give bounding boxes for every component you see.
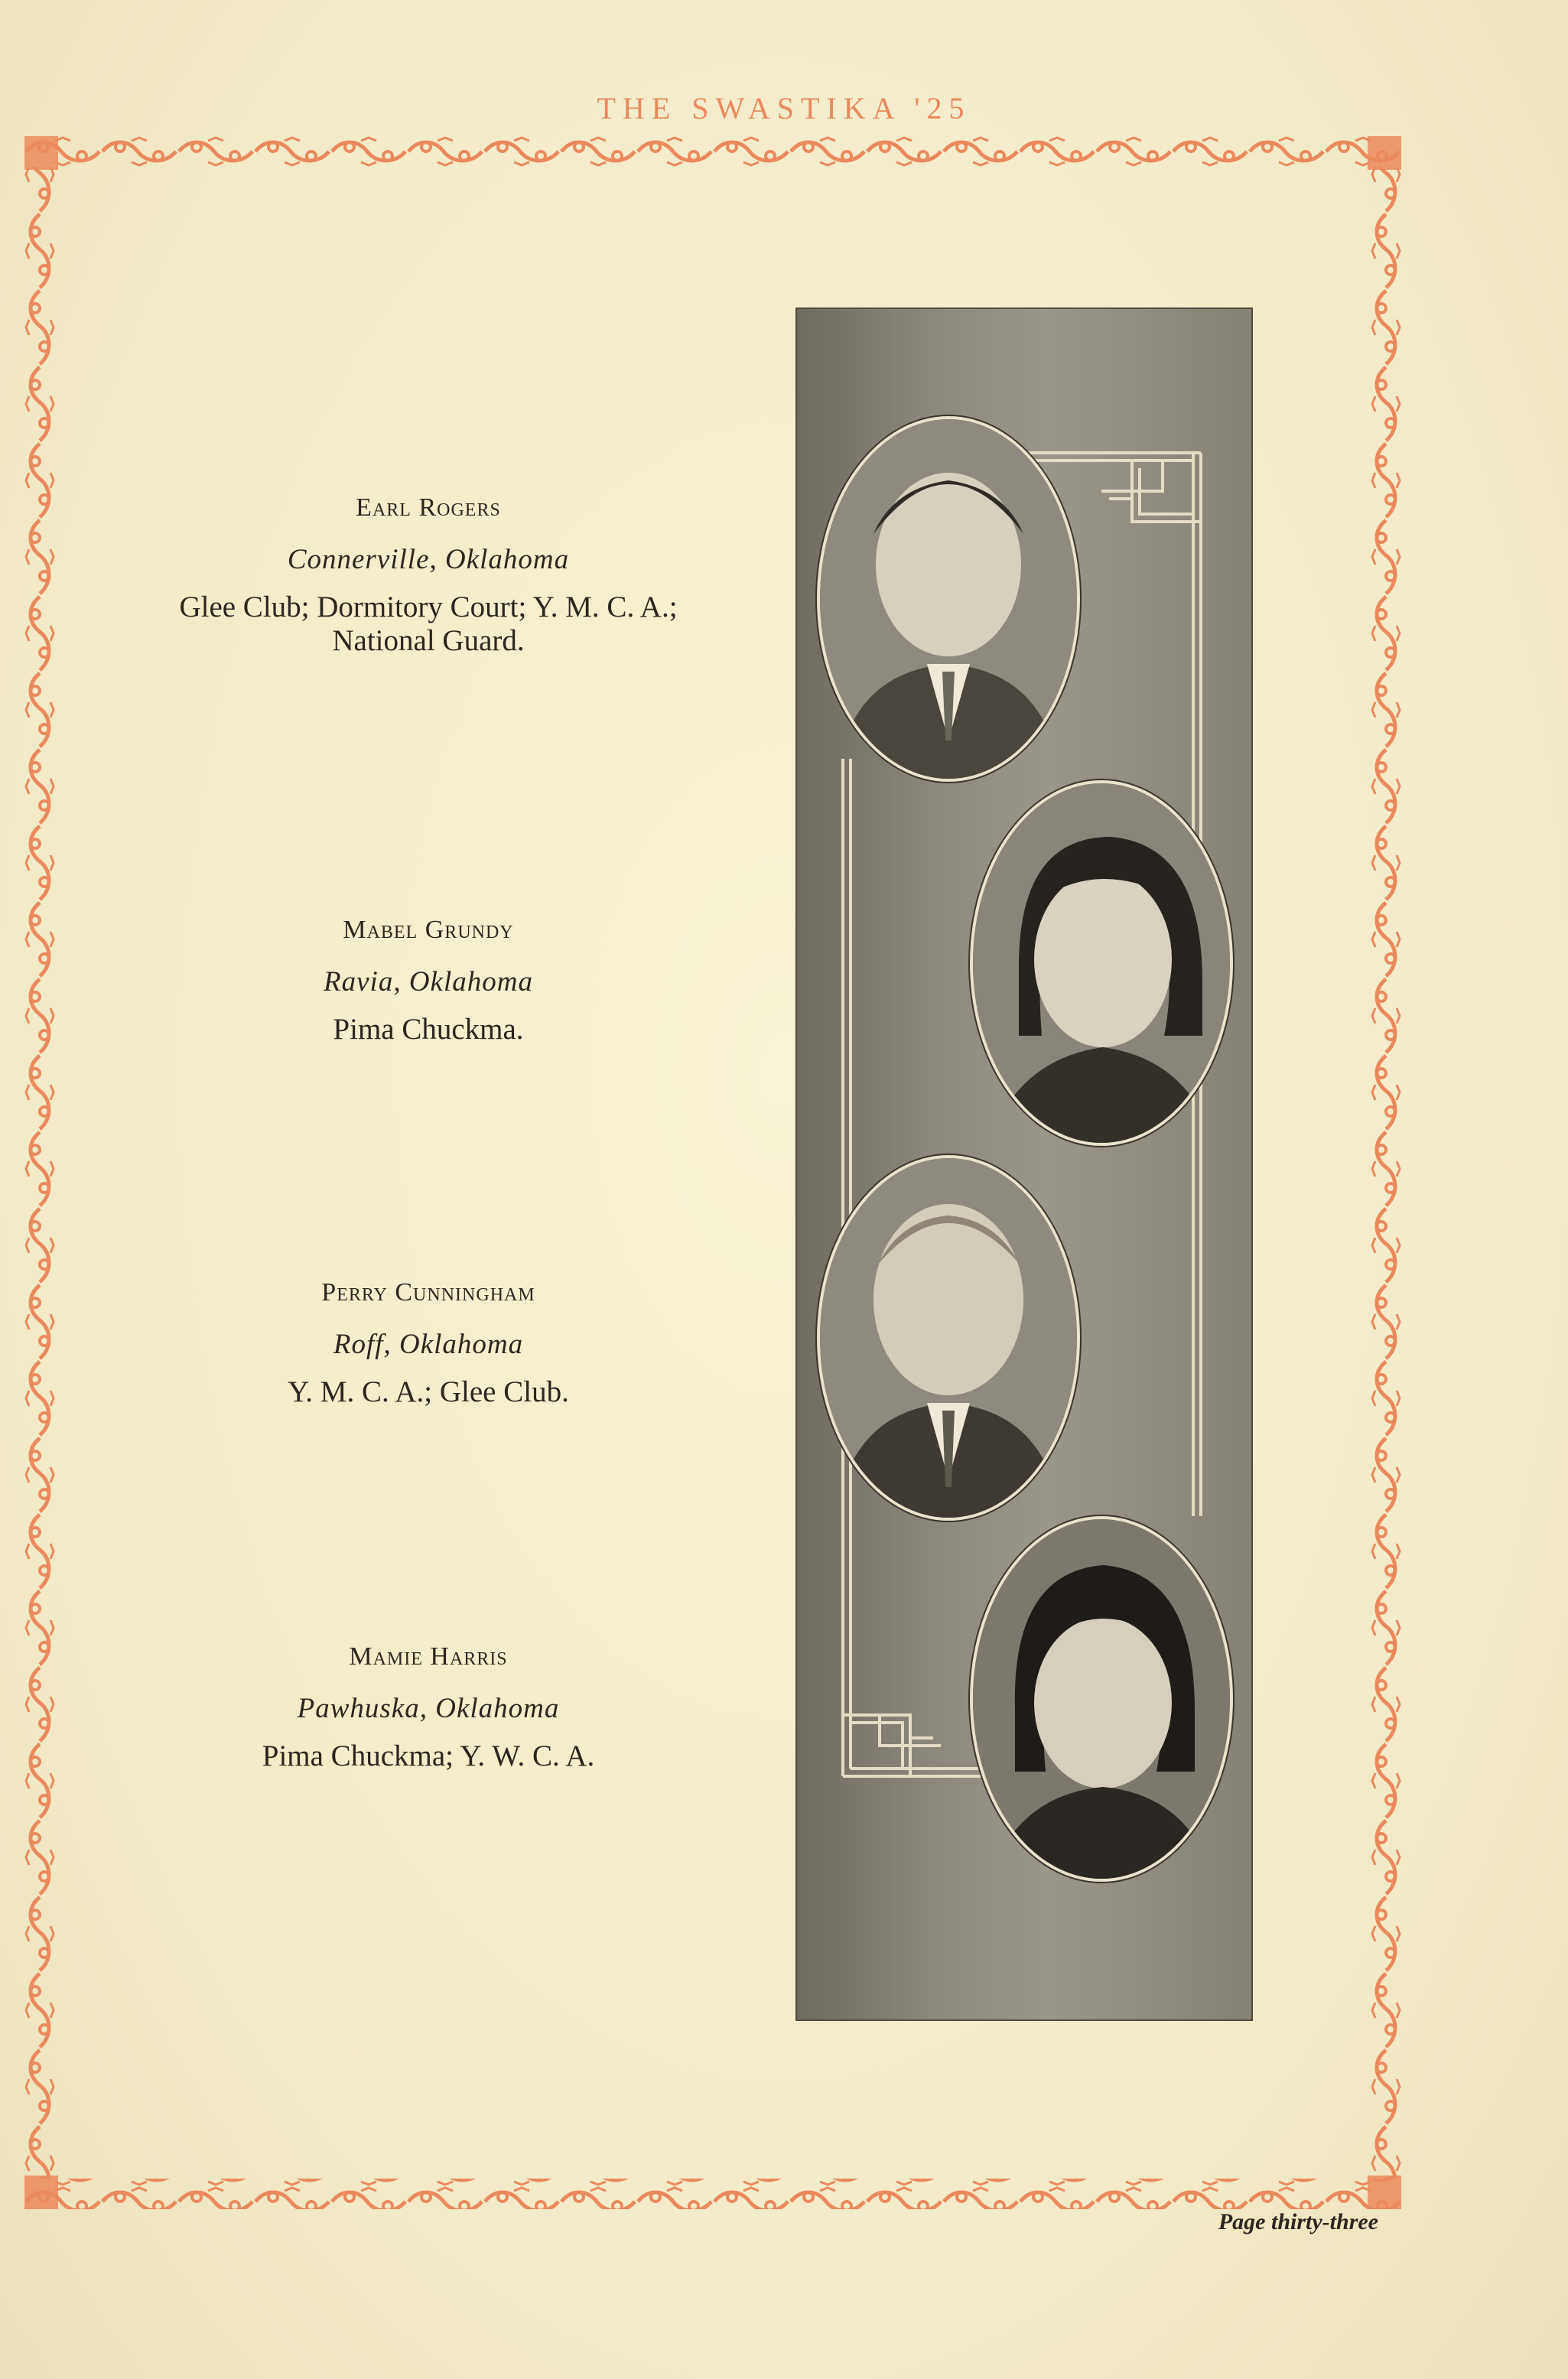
student-activities: Y. M. C. A.; Glee Club.: [288, 1375, 569, 1408]
student-hometown: Roff, Oklahoma: [333, 1329, 524, 1360]
student-entry: [122, 490, 734, 658]
student-hometown: Pawhuska, Oklahoma: [297, 1693, 560, 1724]
portrait-perry-cunningham: [817, 1155, 1080, 1521]
student-activities: Pima Chuckma.: [333, 1013, 524, 1046]
student-name: Mamie Harris: [349, 1642, 508, 1671]
student-hometown: Ravia, Oklahoma: [324, 966, 533, 997]
running-head: THE SWASTIKA '25: [597, 91, 971, 125]
page-number: Page thirty-three: [1218, 2209, 1378, 2234]
student-name: Perry Cunningham: [321, 1278, 535, 1307]
student-activities: Glee Club; Dormitory Court; Y. M. C. A.; National Guard.: [179, 591, 678, 657]
student-activities: Pima Chuckma; Y. W. C. A.: [262, 1740, 595, 1772]
student-name: Earl Rogers: [356, 493, 501, 522]
student-entry: [122, 1639, 734, 1773]
student-entry: [122, 1274, 734, 1409]
portrait-earl-rogers: [817, 416, 1080, 782]
student-hometown: Connerville, Oklahoma: [287, 544, 570, 575]
student-name: Mabel Grundy: [343, 916, 514, 944]
portrait-mamie-harris: [970, 1516, 1233, 1882]
portrait-panel: [795, 308, 1253, 2021]
student-entry: [122, 912, 734, 1046]
portrait-mabel-grundy: [970, 780, 1233, 1146]
